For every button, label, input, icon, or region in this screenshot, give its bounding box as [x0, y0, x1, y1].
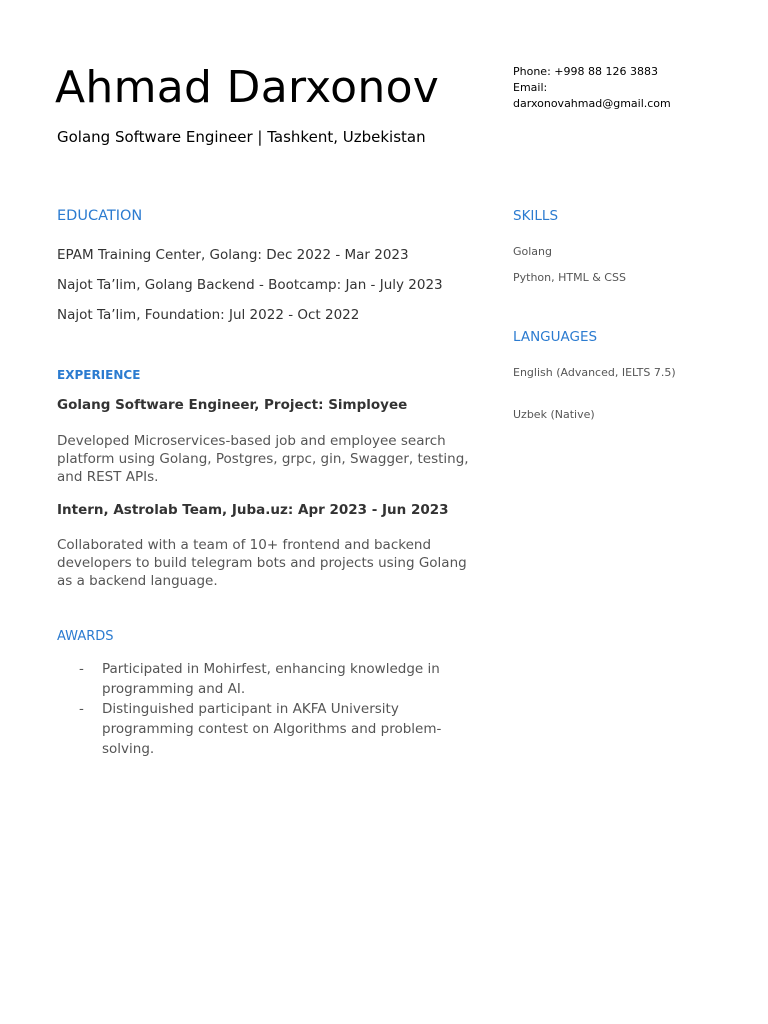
education-item: EPAM Training Center, Golang: Dec 2022 - Mar 2023 [57, 247, 409, 263]
awards-list [57, 659, 487, 759]
languages-heading: LANGUAGES [513, 329, 598, 345]
skill-item: Python, HTML & CSS [513, 271, 626, 284]
candidate-tagline: Golang Software Engineer | Tashkent, Uzbekistan [57, 128, 426, 146]
job-title: Golang Software Engineer, Project: Simployee [57, 397, 408, 413]
awards-heading: AWARDS [57, 629, 114, 644]
candidate-name: Ahmad Darxonov [55, 62, 440, 113]
contact-block [513, 64, 671, 112]
education-item: Najot Ta’lim, Foundation: Jul 2022 - Oct 2022 [57, 307, 360, 323]
education-item: Najot Ta’lim, Golang Backend - Bootcamp: Jan - July 2023 [57, 277, 443, 293]
experience-heading: EXPERIENCE [57, 368, 141, 382]
language-item: Uzbek (Native) [513, 408, 595, 421]
job-title: Intern, Astrolab Team, Juba.uz: Apr 2023 - Jun 2023 [57, 502, 449, 518]
contact-email-label: Email: [513, 81, 548, 94]
skill-item: Golang [513, 245, 553, 258]
award-text: Distinguished participant in AKFA University programming contest on Algorithms and problem-solving. [102, 701, 442, 757]
job-description: Collaborated with a team of 10+ frontend and backend developers to build telegram bots and projects using Golang as a backend language. [57, 537, 467, 589]
contact-email[interactable]: darxonovahmad@gmail.com [513, 97, 671, 110]
award-item [57, 659, 487, 699]
contact-phone: Phone: +998 88 126 3883 [513, 65, 658, 78]
job-description: Developed Microservices-based job and employee search platform using Golang, Postgres, grpc, gin, Swagger, testing, and REST APIs. [57, 433, 469, 485]
skills-heading: SKILLS [513, 208, 559, 224]
award-text: Participated in Mohirfest, enhancing knowledge in programming and AI. [102, 661, 440, 697]
education-heading: EDUCATION [57, 208, 143, 224]
award-item [57, 699, 487, 759]
language-item: English (Advanced, IELTS 7.5) [513, 366, 676, 379]
bullet-dash: - [79, 661, 84, 677]
bullet-dash: - [79, 701, 84, 717]
